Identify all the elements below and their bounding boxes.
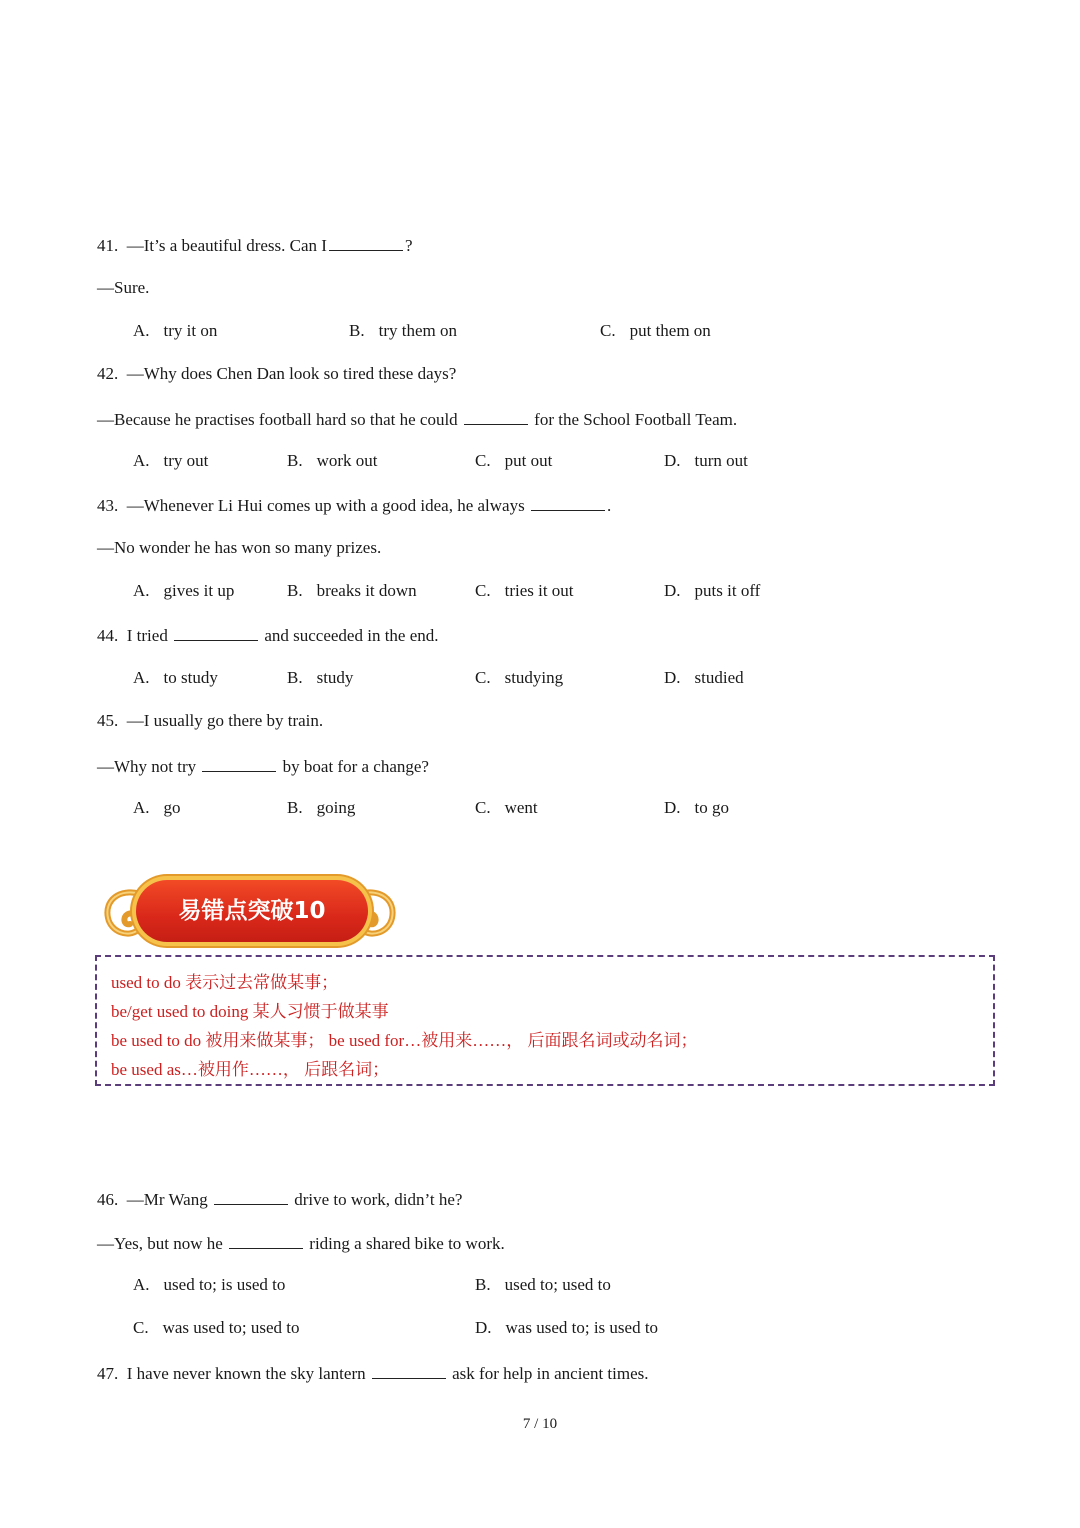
question-44-stem: 44. I tried and succeeded in the end. <box>97 626 439 645</box>
tip-line-2: be/get used to doing 某人习惯于做某事 <box>111 1002 389 1021</box>
option-41-c[interactable]: C. put them on <box>600 321 711 340</box>
option-43-c[interactable]: C. tries it out <box>475 581 574 600</box>
question-47-stem: 47. I have never known the sky lantern ask for help in ancient times. <box>97 1364 649 1383</box>
option-44-c[interactable]: C. studying <box>475 668 564 687</box>
question-45-reply: —Why not try by boat for a change? <box>97 757 429 776</box>
option-43-b[interactable]: B. breaks it down <box>287 581 417 600</box>
option-43-a[interactable]: A. gives it up <box>133 581 235 600</box>
option-41-b[interactable]: B. try them on <box>349 321 457 340</box>
option-45-a[interactable]: A. go <box>133 798 181 817</box>
option-45-d[interactable]: D. to go <box>664 798 730 817</box>
option-42-d[interactable]: D. turn out <box>664 451 748 470</box>
answer-blank[interactable] <box>329 234 403 251</box>
question-41-reply: —Sure. <box>97 278 150 297</box>
option-42-a[interactable]: A. try out <box>133 451 209 470</box>
question-45-stem: 45. —I usually go there by train. <box>97 711 324 730</box>
answer-blank[interactable] <box>372 1362 446 1379</box>
option-46-c[interactable]: C. was used to; used to <box>133 1318 300 1337</box>
option-46-d[interactable]: D. was used to; is used to <box>475 1318 659 1337</box>
question-46-stem: 46. —Mr Wang drive to work, didn’t he? <box>97 1190 463 1209</box>
option-45-b[interactable]: B. going <box>287 798 356 817</box>
option-43-d[interactable]: D. puts it off <box>664 581 761 600</box>
question-46-reply: —Yes, but now he riding a shared bike to work. <box>97 1234 505 1253</box>
question-41-stem: 41. —It’s a beautiful dress. Can I ? <box>97 236 413 255</box>
answer-blank[interactable] <box>202 755 276 772</box>
tip-line-4: be used as…被用作……， 后跟名词； <box>111 1060 390 1079</box>
section-banner <box>100 876 400 948</box>
option-44-d[interactable]: D. studied <box>664 668 744 687</box>
banner-title: 易错点突破10 <box>178 898 326 924</box>
option-44-a[interactable]: A. to study <box>133 668 218 687</box>
page-number: 7 / 10 <box>522 1416 558 1432</box>
option-41-a[interactable]: A. try it on <box>133 321 218 340</box>
question-43-reply: —No wonder he has won so many prizes. <box>97 538 382 557</box>
answer-blank[interactable] <box>174 624 258 641</box>
answer-blank[interactable] <box>214 1188 288 1205</box>
tip-line-1: used to do 表示过去常做某事； <box>111 973 339 992</box>
answer-blank[interactable] <box>464 408 528 425</box>
tip-line-3: be used to do 被用来做某事； be used for…被用来……， 后面跟名词或动名词； <box>111 1031 698 1050</box>
question-43-stem: 43. —Whenever Li Hui comes up with a good idea, he always . <box>97 496 612 515</box>
question-42-reply: —Because he practises football hard so that he could for the School Football Team. <box>97 410 738 429</box>
option-44-b[interactable]: B. study <box>287 668 354 687</box>
option-42-c[interactable]: C. put out <box>475 451 553 470</box>
option-46-b[interactable]: B. used to; used to <box>475 1275 611 1294</box>
question-42-stem: 42. —Why does Chen Dan look so tired these days? <box>97 364 457 383</box>
option-46-a[interactable]: A. used to; is used to <box>133 1275 286 1294</box>
option-42-b[interactable]: B. work out <box>287 451 378 470</box>
answer-blank[interactable] <box>531 494 605 511</box>
answer-blank[interactable] <box>229 1232 303 1249</box>
option-45-c[interactable]: C. went <box>475 798 538 817</box>
